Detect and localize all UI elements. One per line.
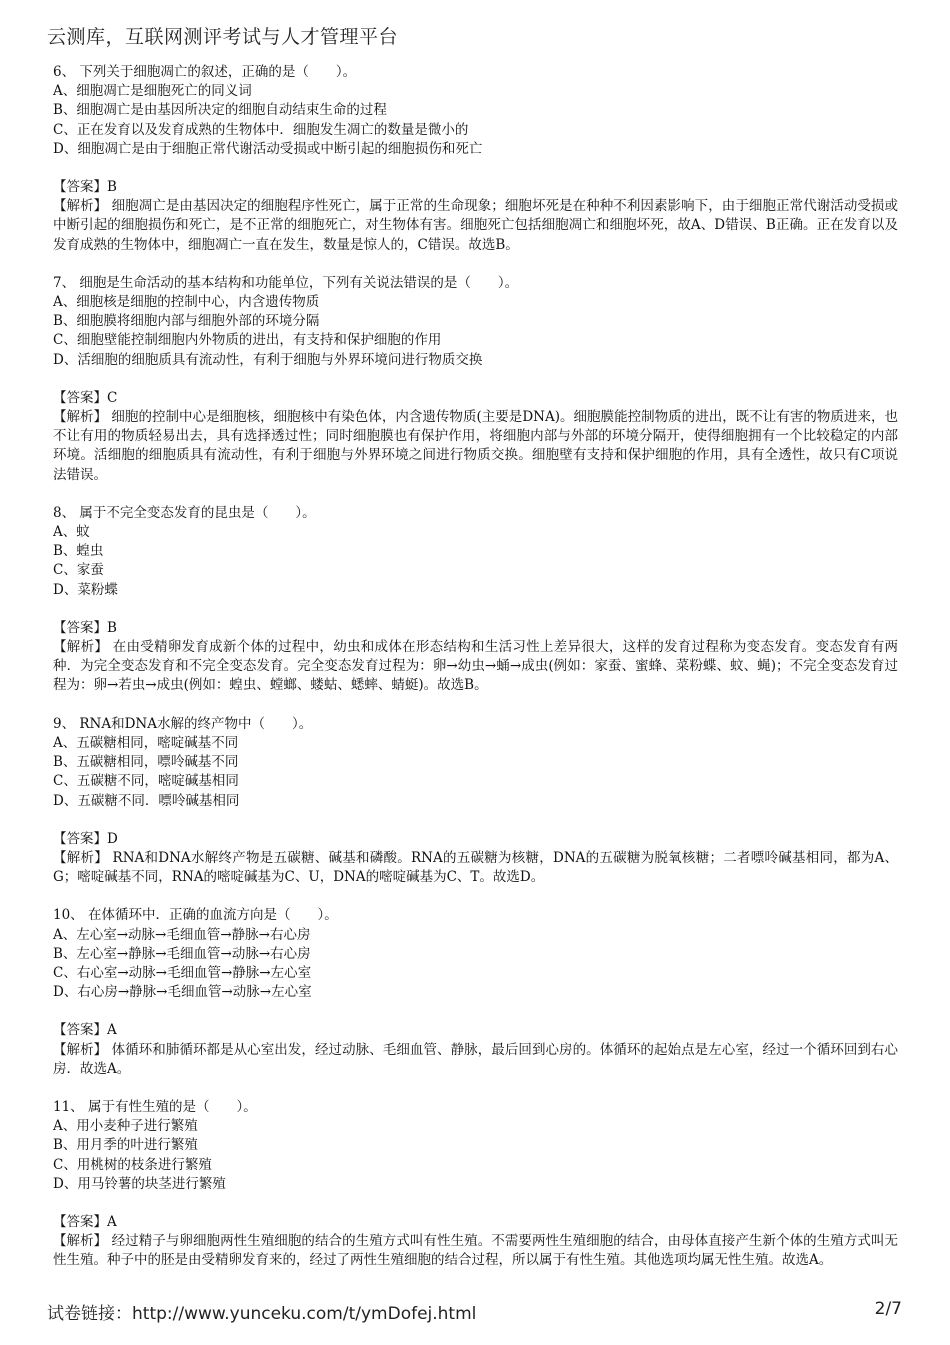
question-item xyxy=(53,274,898,485)
answer-label: 【答案】B xyxy=(53,619,117,636)
option-a: A、左心室→动脉→毛细血管→静脉→右心房 xyxy=(53,926,311,943)
answer-block xyxy=(53,389,898,485)
question-item xyxy=(53,63,898,255)
answer-label: 【答案】C xyxy=(53,389,118,406)
option-c: C、右心室→动脉→毛细血管→静脉→左心室 xyxy=(53,964,312,981)
page-header-title: 云测库，互联网测评考试与人才管理平台 xyxy=(47,26,399,48)
answer-block xyxy=(53,830,898,888)
option-a: A、细胞核是细胞的控制中心，内含遗传物质 xyxy=(53,294,320,311)
option-b: B、用月季的叶进行繁殖 xyxy=(53,1137,198,1154)
option-c: C、家蚕 xyxy=(53,562,104,579)
question-stem: 6、 下列关于细胞凋亡的叙述，正确的是（ ）。 xyxy=(53,64,357,80)
option-d: D、右心房→静脉→毛细血管→动脉→左心室 xyxy=(53,984,312,1001)
question-stem: 10、 在体循环中．正确的血流方向是（ ）。 xyxy=(53,907,338,924)
question-list xyxy=(53,63,898,1290)
question-stem: 8、 属于不完全变态发育的昆虫是（ ）。 xyxy=(53,504,316,521)
option-c: C、五碳糖不同，嘧啶碱基相同 xyxy=(53,773,239,790)
answer-block xyxy=(53,1213,898,1271)
question-stem: 11、 属于有性生殖的是（ ）。 xyxy=(53,1098,257,1115)
option-c: C、用桃树的枝条进行繁殖 xyxy=(53,1156,212,1173)
explanation-text: 【解析】 细胞凋亡是由基因决定的细胞程序性死亡，属于正常的生命现象；细胞坏死是在种种不利因素影响下，由于细胞正常代谢活动受损或中断引起的细胞损伤和死亡，是不正常的细胞死亡，对生物体有害。细胞死亡包括细胞凋亡和细胞坏死，故A、D错误、B正确。正在发育以及发育成熟的生物体中，细胞凋亡一直在发生，数量是惊人的，C错误。故选B。 xyxy=(53,198,898,253)
option-c: C、细胞壁能控制细胞内外物质的进出，有支持和保护细胞的作用 xyxy=(53,332,442,349)
exam-link[interactable]: 试卷链接：http://www.yunceku.com/t/ymDofej.html xyxy=(47,1304,477,1324)
option-d: D、五碳糖不同．嘌呤碱基相同 xyxy=(53,792,240,809)
answer-label: 【答案】A xyxy=(53,1022,117,1039)
question-item xyxy=(53,1098,898,1271)
explanation-text: 【解析】 体循环和肺循环都是从心室出发，经过动脉、毛细血管、静脉，最后回到心房的。体循环的起始点是左心室，经过一个循环回到右心房．故选A。 xyxy=(53,1041,898,1077)
explanation-text: 【解析】 经过精子与卵细胞两性生殖细胞的结合的生殖方式叫有性生殖。不需要两性生殖细胞的结合，由母体直接产生新个体的生殖方式叫无性生殖。种子中的胚是由受精卵发育来的，经过了两性生殖细胞的结合过程，所以属于有性生殖。其他选项均属无性生殖。故选A。 xyxy=(53,1233,898,1269)
explanation-text: 【解析】 细胞的控制中心是细胞核，细胞核中有染色体，内含遗传物质(主要是DNA)。细胞膜能控制物质的进出，既不让有害的物质进来，也不让有用的物质轻易出去，具有选择透过性；同时细胞膜也有保护作用，将细胞内部与外部的环境分隔开，使得细胞拥有一个比较稳定的内部环境。活细胞的细胞质具有流动性，有利于细胞与外界环境之间进行物质交换。细胞壁有支持和保护细胞的作用，具有全透性，故只有C项说法错误。 xyxy=(53,409,898,483)
question-block xyxy=(53,504,898,600)
explanation-text: 【解析】 RNA和DNA水解终产物是五碳糖、碱基和磷酸。RNA的五碳糖为核糖，DNA的五碳糖为脱氧核糖；二者嘌呤碱基相同，都为A、G；嘧啶碱基不同，RNA的嘧啶碱基为C、U，DNA的嘧啶碱基为C、T。故选D。 xyxy=(53,849,898,886)
question-block xyxy=(53,63,898,159)
question-item xyxy=(53,715,898,888)
option-a: A、用小麦种子进行繁殖 xyxy=(53,1118,198,1135)
option-d: D、菜粉蝶 xyxy=(53,581,118,598)
option-d: D、活细胞的细胞质具有流动性，有利于细胞与外界环境问进行物质交换 xyxy=(53,351,483,368)
option-b: B、蝗虫 xyxy=(53,543,104,560)
answer-label: 【答案】B xyxy=(53,179,117,196)
option-b: B、细胞凋亡是由基因所决定的细胞自动结束生命的过程 xyxy=(53,102,387,119)
answer-block xyxy=(53,1021,898,1079)
question-stem: 9、 RNA和DNA水解的终产物中（ ）。 xyxy=(53,715,313,732)
question-item xyxy=(53,504,898,696)
question-block xyxy=(53,274,898,370)
option-a: A、细胞凋亡是细胞死亡的同义词 xyxy=(53,83,252,100)
explanation-text: 【解析】 在由受精卵发育成新个体的过程中，幼虫和成体在形态结构和生活习性上差异很大，这样的发育过程称为变态发育。变态发育有两种．为完全变态发育和不完全变态发育。完全变态发育过程为：卵→幼虫→蛹→成虫(例如：家蚕、蜜蜂、菜粉蝶、蚊、蝇)；不完全变态发育过程为：卵→若虫→成虫(例如：蝗虫、螳螂、蝼蛄、蟋蟀、蜻蜓)。故选B。 xyxy=(53,639,898,694)
option-b: B、左心室→静脉→毛细血管→动脉→右心房 xyxy=(53,945,311,962)
option-d: D、用马铃薯的块茎进行繁殖 xyxy=(53,1175,226,1192)
option-a: A、蚊 xyxy=(53,524,90,541)
option-a: A、五碳糖相同，嘧啶碱基不同 xyxy=(53,734,239,751)
page-number: 2/7 xyxy=(874,1299,902,1319)
option-c: C、正在发育以及发育成熟的生物体中．细胞发生凋亡的数量是微小的 xyxy=(53,121,469,138)
answer-block xyxy=(53,178,898,255)
question-block xyxy=(53,1098,898,1194)
question-item xyxy=(53,906,898,1079)
option-b: B、五碳糖相同，嘌呤碱基不同 xyxy=(53,754,239,771)
question-block xyxy=(53,906,898,1002)
option-b: B、细胞膜将细胞内部与细胞外部的环境分隔 xyxy=(53,313,320,330)
option-d: D、细胞凋亡是由于细胞正常代谢活动受损或中断引起的细胞损伤和死亡 xyxy=(53,140,483,157)
answer-label: 【答案】D xyxy=(53,830,118,847)
question-stem: 7、 细胞是生命活动的基本结构和功能单位，下列有关说法错误的是（ ）。 xyxy=(53,274,519,291)
answer-label: 【答案】A xyxy=(53,1213,117,1230)
question-block xyxy=(53,715,898,811)
answer-block xyxy=(53,619,898,696)
